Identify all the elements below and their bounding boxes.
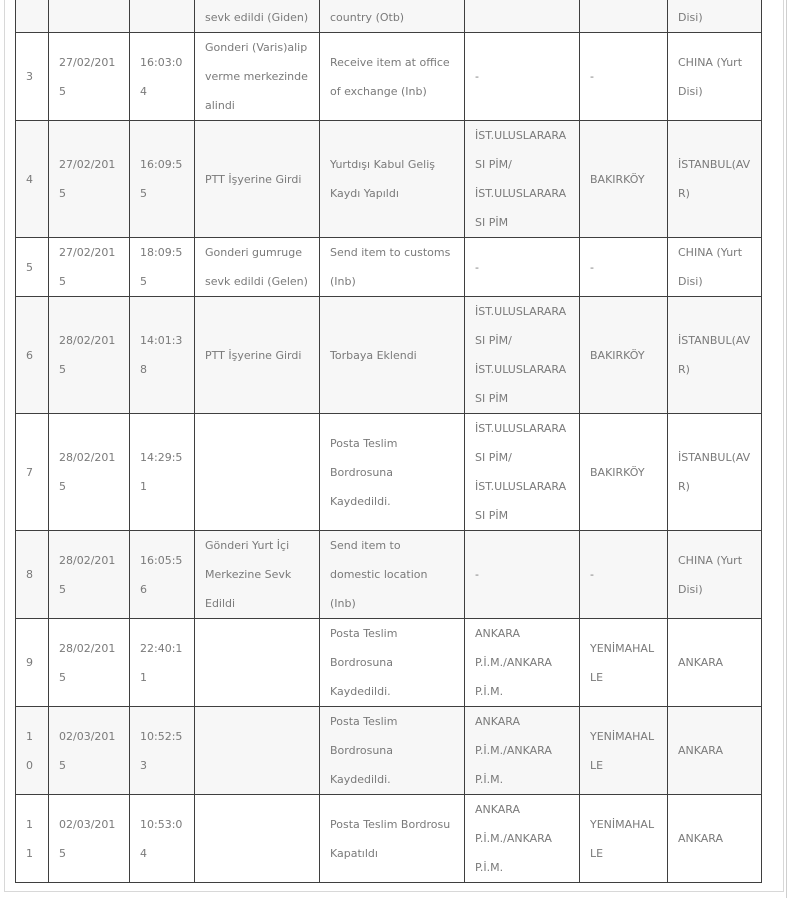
city-cell: CHINA (Yurt Disi) [668, 531, 762, 619]
office-cell: İST.ULUSLARARASI PİM/ İST.ULUSLARARASI PİM [465, 414, 580, 531]
event-tr-cell [195, 619, 320, 707]
district-cell: YENİMAHALLE [580, 707, 668, 795]
time-cell: 16:03:04 [130, 33, 195, 121]
date-cell [49, 0, 130, 33]
event-tr-cell [195, 795, 320, 883]
district-cell: BAKIRKÖY [580, 121, 668, 238]
time-cell: 16:05:56 [130, 531, 195, 619]
date-cell: 27/02/2015 [49, 33, 130, 121]
district-cell: - [580, 33, 668, 121]
table-row [16, 238, 762, 297]
row-number-cell: 3 [16, 33, 49, 121]
event-tr-cell [195, 707, 320, 795]
office-cell: ANKARA P.İ.M./ANKARA P.İ.M. [465, 795, 580, 883]
event-en-cell: Send item to domestic location (Inb) [320, 531, 465, 619]
office-cell: - [465, 238, 580, 297]
office-cell: İST.ULUSLARARASI PİM/ İST.ULUSLARARASI PİM [465, 121, 580, 238]
city-cell: ANKARA [668, 707, 762, 795]
table-row [16, 33, 762, 121]
event-en-text: country (Otb) [330, 11, 405, 24]
city-cell: CHINA (Yurt Disi) [668, 238, 762, 297]
event-en-cell: Posta Teslim Bordrosuna Kaydedildi. [320, 619, 465, 707]
row-number-cell: 8 [16, 531, 49, 619]
office-cell [465, 0, 580, 33]
time-cell: 14:01:38 [130, 297, 195, 414]
event-en-cell: Posta Teslim Bordrosuna Kaydedildi. [320, 707, 465, 795]
event-tr-cell: PTT İşyerine Girdi [195, 297, 320, 414]
district-cell: YENİMAHALLE [580, 619, 668, 707]
row-number-cell: 11 [16, 795, 49, 883]
district-cell: - [580, 531, 668, 619]
event-en-cell: Torbaya Eklendi [320, 297, 465, 414]
event-tr-cell: Gonderi gumruge sevk edildi (Gelen) [195, 238, 320, 297]
table-row [16, 707, 762, 795]
date-cell: 28/02/2015 [49, 619, 130, 707]
city-cell: İSTANBUL(AVR) [668, 297, 762, 414]
date-cell: 02/03/2015 [49, 795, 130, 883]
office-cell: İST.ULUSLARARASI PİM/ İST.ULUSLARARASI PİM [465, 297, 580, 414]
tracking-history-table [15, 0, 762, 883]
event-tr-text: sevk edildi (Giden) [205, 11, 309, 24]
event-en-cell: Send item to customs (Inb) [320, 238, 465, 297]
date-cell: 28/02/2015 [49, 531, 130, 619]
row-number-cell: 10 [16, 707, 49, 795]
date-cell: 28/02/2015 [49, 297, 130, 414]
event-tr-cell: Gonderi (Varis)alip verme merkezinde alindi [195, 33, 320, 121]
date-cell: 02/03/2015 [49, 707, 130, 795]
event-en-cell: Posta Teslim Bordrosuna Kaydedildi. [320, 414, 465, 531]
event-tr-cell [195, 414, 320, 531]
city-cell: CHINA (Yurt Disi) [668, 33, 762, 121]
event-en-cell [320, 0, 465, 33]
table-row [16, 121, 762, 238]
row-number-cell [16, 0, 49, 33]
office-cell: - [465, 531, 580, 619]
table-row [16, 297, 762, 414]
table-row [16, 619, 762, 707]
date-cell: 27/02/2015 [49, 121, 130, 238]
table-row [16, 0, 762, 33]
event-en-cell: Yurtdışı Kabul Geliş Kaydı Yapıldı [320, 121, 465, 238]
event-en-cell: Posta Teslim Bordrosu Kapatıldı [320, 795, 465, 883]
city-cell: ANKARA [668, 795, 762, 883]
time-cell: 14:29:51 [130, 414, 195, 531]
time-cell [130, 0, 195, 33]
time-cell: 10:52:53 [130, 707, 195, 795]
event-tr-cell [195, 0, 320, 33]
district-cell [580, 0, 668, 33]
row-number-cell: 5 [16, 238, 49, 297]
date-cell: 28/02/2015 [49, 414, 130, 531]
time-cell: 10:53:04 [130, 795, 195, 883]
city-cell: ANKARA [668, 619, 762, 707]
time-cell: 16:09:55 [130, 121, 195, 238]
district-cell: - [580, 238, 668, 297]
scrollbar-edge [786, 0, 787, 898]
date-cell: 27/02/2015 [49, 238, 130, 297]
event-tr-cell: Gönderi Yurt İçi Merkezine Sevk Edildi [195, 531, 320, 619]
event-tr-cell: PTT İşyerine Girdi [195, 121, 320, 238]
city-cell: İSTANBUL(AVR) [668, 121, 762, 238]
row-number-cell: 4 [16, 121, 49, 238]
time-cell: 18:09:55 [130, 238, 195, 297]
office-cell: - [465, 33, 580, 121]
table-row [16, 531, 762, 619]
time-cell: 22:40:11 [130, 619, 195, 707]
row-number-cell: 7 [16, 414, 49, 531]
office-cell: ANKARA P.İ.M./ANKARA P.İ.M. [465, 619, 580, 707]
district-cell: YENİMAHALLE [580, 795, 668, 883]
district-cell: BAKIRKÖY [580, 297, 668, 414]
city-cell [668, 0, 762, 33]
row-number-cell: 6 [16, 297, 49, 414]
city-cell: İSTANBUL(AVR) [668, 414, 762, 531]
table-row [16, 795, 762, 883]
event-en-cell: Receive item at office of exchange (Inb) [320, 33, 465, 121]
district-cell: BAKIRKÖY [580, 414, 668, 531]
office-cell: ANKARA P.İ.M./ANKARA P.İ.M. [465, 707, 580, 795]
row-number-cell: 9 [16, 619, 49, 707]
city-text: Disi) [678, 11, 703, 24]
table-row [16, 414, 762, 531]
